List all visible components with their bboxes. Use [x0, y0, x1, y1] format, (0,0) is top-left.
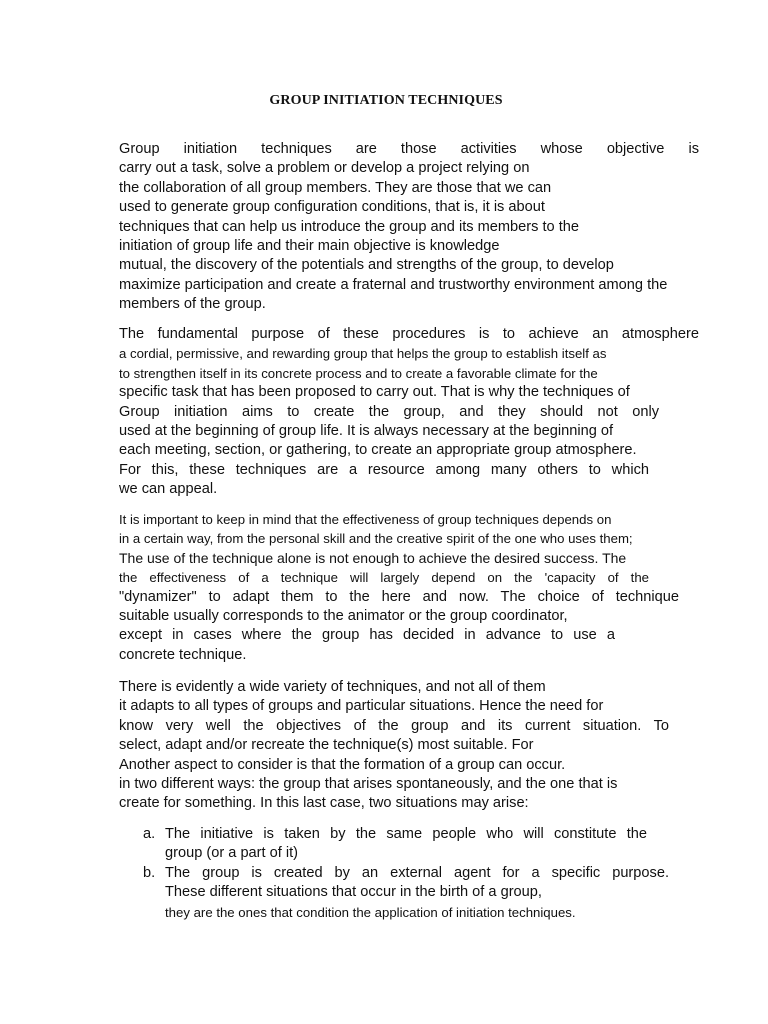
list-marker: a.: [143, 826, 156, 842]
list-marker: b.: [143, 864, 156, 881]
paragraph-2: [119, 325, 699, 500]
text-line: It is important to keep in mind that the effectiveness of group techniques depends on: [119, 512, 612, 527]
situation-list: [143, 825, 669, 922]
text-line: in two different ways: the group that arises spontaneously, and the one that is: [119, 775, 618, 792]
text-line: maximize participation and create a fraternal and trustworthy environment among the: [119, 276, 668, 293]
text-line: mutual, the discovery of the potentials and strengths of the group, to develop: [119, 257, 614, 274]
text-line: "dynamizer" to adapt them to the here and now. The choice of technique: [119, 588, 679, 605]
text-line: techniques that can help us introduce the group and its members to the: [119, 218, 579, 235]
text-line: The use of the technique alone is not enough to achieve the desired success. The: [119, 549, 627, 566]
text-line: suitable usually corresponds to the animator or the group coordinator,: [119, 607, 568, 624]
text-line: they are the ones that condition the application of initiation techniques.: [165, 904, 576, 920]
text-line: The initiative is taken by the same people who will constitute the: [165, 826, 647, 842]
text-line: a cordial, permissive, and rewarding group that helps the group to establish itself as: [119, 346, 607, 362]
text-line: select, adapt and/or recreate the technique(s) most suitable. For: [119, 737, 534, 754]
text-line: know very well the objectives of the group and its current situation. To: [119, 717, 669, 734]
text-line: The group is created by an external agent for a specific purpose.: [165, 864, 669, 881]
text-line: concrete technique.: [119, 646, 247, 663]
paragraph-3: [119, 510, 699, 665]
text-line: Group initiation techniques are those activities whose objective is: [119, 141, 699, 157]
text-line: specific task that has been proposed to carry out. That is why the techniques of: [119, 384, 630, 401]
text-line: used at the beginning of group life. It is always necessary at the beginning of: [119, 422, 614, 439]
text-line: in a certain way, from the personal skill and the creative spirit of the one who uses them;: [119, 531, 633, 547]
text-line: carry out a task, solve a problem or develop a project relying on: [119, 160, 530, 177]
text-line: except in cases where the group has decided in advance to use a: [119, 627, 615, 644]
text-line: For this, these techniques are a resource among many others to which: [119, 461, 649, 478]
text-line: the effectiveness of a technique will largely depend on the 'capacity of the: [119, 570, 649, 586]
paragraph-1: [119, 140, 699, 315]
list-item: [143, 864, 669, 922]
paragraph-4: [119, 678, 699, 814]
text-line: create for something. In this last case, two situations may arise:: [119, 795, 529, 812]
text-line: Group initiation aims to create the group, and they should not only: [119, 403, 659, 420]
text-line: it adapts to all types of groups and particular situations. Hence the need for: [119, 698, 604, 715]
text-line: members of the group.: [119, 296, 266, 313]
text-line: used to generate group configuration conditions, that is, it is about: [119, 199, 545, 216]
text-line: These different situations that occur in the birth of a group,: [165, 884, 542, 901]
text-line: to strengthen itself in its concrete process and to create a favorable climate for the: [119, 365, 598, 381]
text-line: There is evidently a wide variety of techniques, and not all of them: [119, 679, 546, 695]
text-line: the collaboration of all group members. They are those that we can: [119, 179, 552, 196]
text-line: Another aspect to consider is that the formation of a group can occur.: [119, 756, 566, 773]
text-line: we can appeal.: [119, 481, 218, 498]
text-line: each meeting, section, or gathering, to create an appropriate group atmosphere.: [119, 442, 637, 459]
list-item: [143, 825, 669, 864]
text-line: initiation of group life and their main objective is knowledge: [119, 237, 500, 254]
document-title: GROUP INITIATION TECHNIQUES: [269, 93, 503, 108]
text-line: group (or a part of it): [165, 845, 299, 862]
text-line: The fundamental purpose of these procedures is to achieve an atmosphere: [119, 326, 699, 342]
